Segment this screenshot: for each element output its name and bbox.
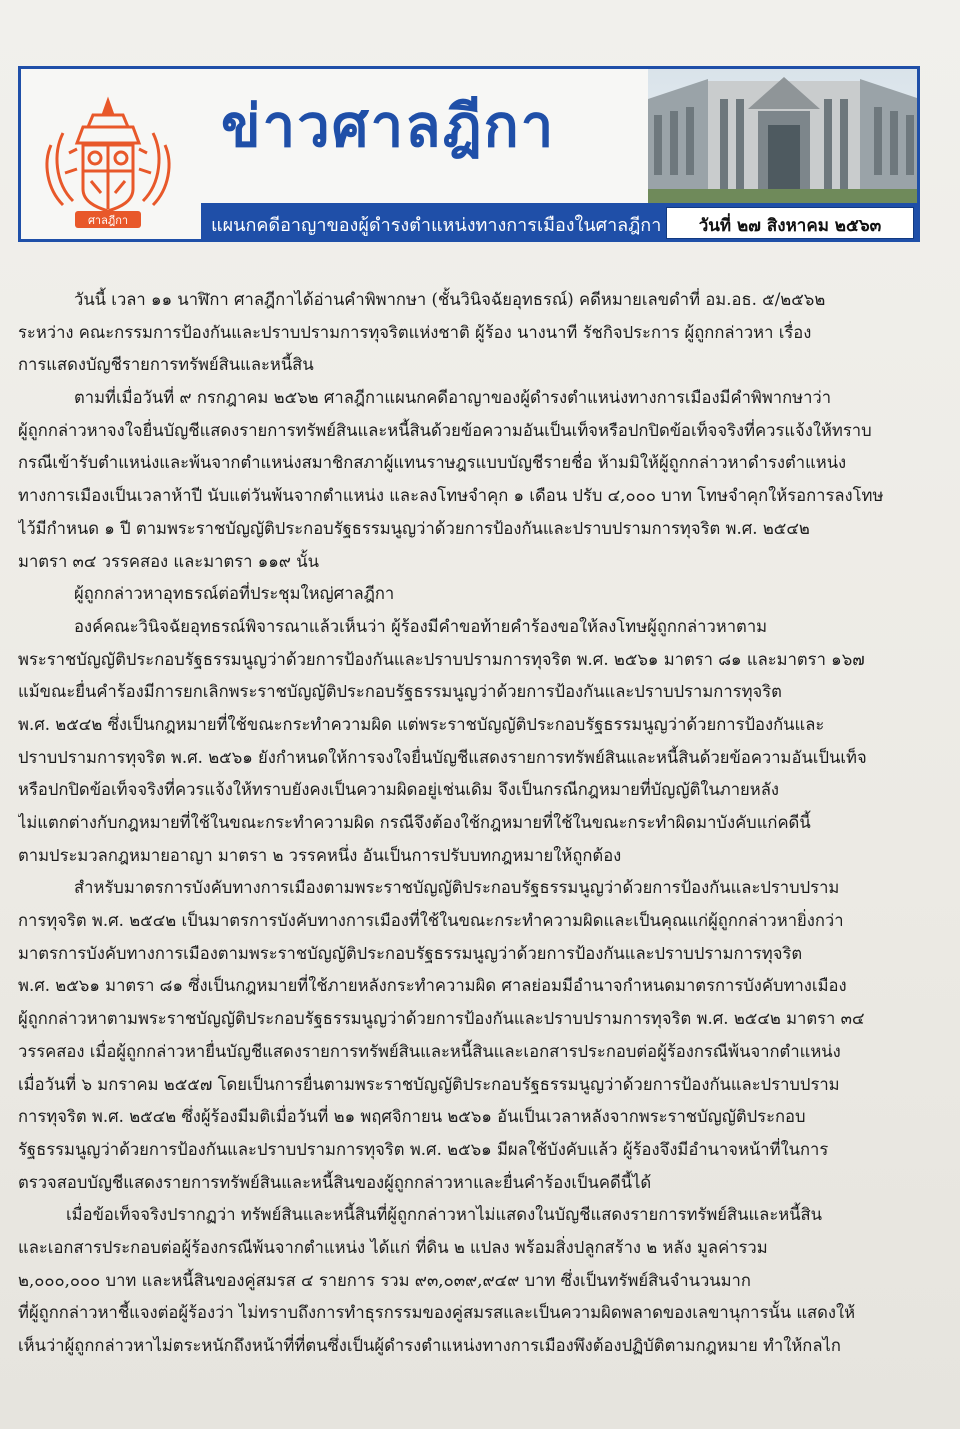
- body-line: การทุจริต พ.ศ. ๒๕๔๒ เป็นมาตรการบังคับทางการเมืองที่ใช้ในขณะกระทำความผิดและเป็นคุณแก่ผู้ถูกกล่าวหายิ่งกว่า: [18, 911, 844, 931]
- body-line: เห็นว่าผู้ถูกกล่าวหาไม่ตระหนักถึงหน้าที่ที่ตนซึ่งเป็นผู้ดำรงตำแหน่งทางการเมืองพึงต้องปฏิบัติตามกฎหมาย ทำให้กลไก: [18, 1336, 841, 1355]
- body-line: การแสดงบัญชีรายการทรัพย์สินและหนี้สิน: [18, 355, 314, 375]
- subtitle: แผนกคดีอาญาของผู้ดำรงตำแหน่งทางการเมืองในศาลฎีกา: [211, 215, 662, 236]
- date-box: [666, 207, 914, 239]
- body-line: ที่ผู้ถูกกล่าวหาชี้แจงต่อผู้ร้องว่า ไม่ทราบถึงการทำธุรกรรมของคู่สมรสและเป็นความผิดพลาดของเลขานุการนั้น แสดงให้: [18, 1303, 856, 1323]
- body-line: ตรวจสอบบัญชีแสดงรายการทรัพย์สินและหนี้สินของผู้ถูกกล่าวหาและยื่นคำร้องเป็นคดีนี้ได้: [18, 1172, 652, 1192]
- article-body: [18, 284, 902, 1363]
- body-line: ไว้มีกำหนด ๑ ปี ตามพระราชบัญญัติประกอบรัฐธรรมนูญว่าด้วยการป้องกันและปราบปรามการทุจริต พ.ศ. ๒๕๔๒: [18, 518, 810, 538]
- body-line: แม้ขณะยื่นคำร้องมีการยกเลิกพระราชบัญญัติประกอบรัฐธรรมนูญว่าด้วยการป้องกันและปราบปรามการทุจริต: [18, 682, 782, 702]
- body-line: พ.ศ. ๒๕๖๑ มาตรา ๘๑ ซึ่งเป็นกฎหมายที่ใช้ภายหลังกระทำความผิด ศาลย่อมมีอำนาจกำหนดมาตรการบังคับทางเมือง: [18, 976, 847, 996]
- newsletter-title: ข่าวศาลฎีกา: [221, 92, 556, 160]
- body-line: ตามประมวลกฎหมายอาญา มาตรา ๒ วรรคหนึ่ง อันเป็นการปรับบทกฎหมายให้ถูกต้อง: [18, 845, 622, 865]
- supreme-court-seal-icon: [33, 93, 183, 233]
- body-line: สำหรับมาตรการบังคับทางการเมืองตามพระราชบัญญัติประกอบรัฐธรรมนูญว่าด้วยการป้องกันและปราบปราม: [74, 878, 840, 898]
- news-header-banner: [18, 66, 920, 242]
- body-line: มาตรการบังคับทางการเมืองตามพระราชบัญญัติประกอบรัฐธรรมนูญว่าด้วยการป้องกันและปราบปรามการทุจริต: [18, 943, 803, 963]
- body-line: ผู้ถูกกล่าวหาตามพระราชบัญญัติประกอบรัฐธรรมนูญว่าด้วยการป้องกันและปราบปรามการทุจริต พ.ศ. ๒๕๔๒ มาตรา ๓๔: [18, 1009, 865, 1029]
- body-line: วรรคสอง เมื่อผู้ถูกกล่าวหายื่นบัญชีแสดงรายการทรัพย์สินและหนี้สินและเอกสารประกอบต่อผู้ร้องกรณีพ้นจากตำแหน่ง: [18, 1041, 841, 1061]
- issue-date: วันที่ ๒๗ สิงหาคม ๒๕๖๓: [698, 216, 882, 236]
- body-line: เมื่อข้อเท็จจริงปรากฏว่า ทรัพย์สินและหนี้สินที่ผู้ถูกกล่าวหาไม่แสดงในบัญชีแสดงรายการทรัพย์สินและหนี้สิน: [66, 1205, 823, 1225]
- body-line: ๒,๐๐๐,๐๐๐ บาท และหนี้สินของคู่สมรส ๔ รายการ รวม ๙๓,๐๓๙,๙๔๙ บาท ซึ่งเป็นทรัพย์สินจำนวนมาก: [18, 1270, 751, 1290]
- body-line: ตามที่เมื่อวันที่ ๙ กรกฎาคม ๒๕๖๒ ศาลฎีกาแผนกคดีอาญาของผู้ดำรงตำแหน่งทางการเมืองมีคำพิพากษาว่า: [74, 388, 832, 408]
- body-line: องค์คณะวินิจฉัยอุทธรณ์พิจารณาแล้วเห็นว่า ผู้ร้องมีคำขอท้ายคำร้องขอให้ลงโทษผู้ถูกกล่าวหาตาม: [74, 616, 768, 636]
- body-line: กรณีเข้ารับตำแหน่งและพ้นจากตำแหน่งสมาชิกสภาผู้แทนราษฎรแบบบัญชีรายชื่อ ห้ามมิให้ผู้ถูกกล่าวหาดำรงตำแหน่ง: [18, 453, 847, 473]
- body-line: ไม่แตกต่างกับกฎหมายที่ใช้ในขณะกระทำความผิด กรณีจึงต้องใช้กฎหมายที่ใช้ในขณะกระทำผิดมาบังคับแก่คดีนี้: [18, 813, 811, 832]
- body-line: เมื่อวันที่ ๖ มกราคม ๒๕๕๗ โดยเป็นการยื่นตามพระราชบัญญัติประกอบรัฐธรรมนูญว่าด้วยการป้องกันและปราบปราม: [18, 1074, 840, 1094]
- court-building-photo: [648, 69, 920, 205]
- body-line: ผู้ถูกกล่าวหาจงใจยื่นบัญชีแสดงรายการทรัพย์สินและหนี้สินด้วยข้อความอันเป็นเท็จหรือปกปิดข้อเท็จจริงที่ควรแจ้งให้ทราบ: [18, 420, 872, 440]
- body-line: วันนี้ เวลา ๑๑ นาฬิกา ศาลฎีกาได้อ่านคำพิพากษา (ชั้นวินิจฉัยอุทธรณ์) คดีหมายเลขดำที่ อม.อธ. ๕/๒๕๖๒: [74, 290, 826, 309]
- body-line: และเอกสารประกอบต่อผู้ร้องกรณีพ้นจากตำแหน่ง ได้แก่ ที่ดิน ๒ แปลง พร้อมสิ่งปลูกสร้าง ๒ หลัง มูลค่ารวม: [18, 1237, 768, 1257]
- body-line: หรือปกปิดข้อเท็จจริงที่ควรแจ้งให้ทราบยังคงเป็นความผิดอยู่เช่นเดิม จึงเป็นกรณีกฎหมายที่บัญญัติในภายหลัง: [18, 780, 779, 800]
- body-line: รัฐธรรมนูญว่าด้วยการป้องกันและปราบปรามการทุจริต พ.ศ. ๒๕๖๑ มีผลใช้บังคับแล้ว ผู้ร้องจึงมีอำนาจหน้าที่ในการ: [18, 1139, 829, 1159]
- body-line: พ.ศ. ๒๕๔๒ ซึ่งเป็นกฎหมายที่ใช้ขณะกระทำความผิด แต่พระราชบัญญัติประกอบรัฐธรรมนูญว่าด้วยการป้องกันและ: [18, 714, 825, 734]
- seal-label: ศาลฎีกา: [87, 214, 129, 227]
- body-line: ผู้ถูกกล่าวหาอุทธรณ์ต่อที่ประชุมใหญ่ศาลฎีกา: [74, 584, 395, 604]
- body-line: พระราชบัญญัติประกอบรัฐธรรมนูญว่าด้วยการป้องกันและปราบปรามการทุจริต พ.ศ. ๒๕๖๑ มาตรา ๘๑ และมาตรา ๑๖๗: [18, 649, 865, 669]
- body-line: มาตรา ๓๔ วรรคสอง และมาตรา ๑๑๙ นั้น: [18, 551, 319, 571]
- body-line: ทางการเมืองเป็นเวลาห้าปี นับแต่วันพ้นจากตำแหน่ง และลงโทษจำคุก ๑ เดือน ปรับ ๔,๐๐๐ บาท โทษจำคุกให้รอการลงโทษ: [18, 486, 884, 506]
- body-line: ปราบปรามการทุจริต พ.ศ. ๒๕๖๑ ยังกำหนดให้การจงใจยื่นบัญชีแสดงรายการทรัพย์สินและหนี้สินด้วยข้อความอันเป็นเท็จ: [18, 747, 867, 767]
- body-line: ระหว่าง คณะกรรมการป้องกันและปราบปรามการทุจริตแห่งชาติ ผู้ร้อง นางนาที รัชกิจประการ ผู้ถูกกล่าวหา เรื่อง: [18, 322, 812, 342]
- body-line: การทุจริต พ.ศ. ๒๕๔๒ ซึ่งผู้ร้องมีมติเมื่อวันที่ ๒๑ พฤศจิกายน ๒๕๖๑ อันเป็นเวลาหลังจากพระราชบัญญัติประกอบ: [18, 1107, 806, 1127]
